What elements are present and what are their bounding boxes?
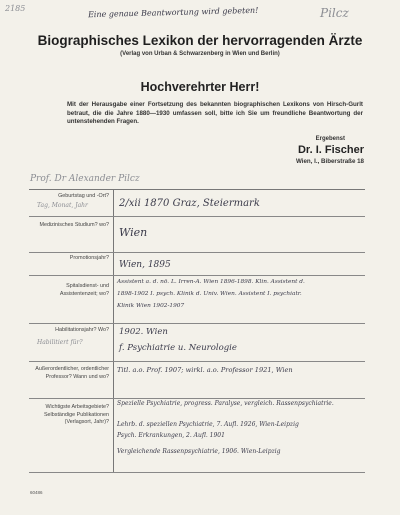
addressee-name: Prof. Dr Alexander Pilcz bbox=[30, 174, 140, 184]
table-row bbox=[29, 275, 365, 324]
questionnaire-table bbox=[29, 189, 365, 472]
pencil-note: Tag, Monat, Jahr bbox=[37, 202, 88, 209]
signature-prefix: Ergebenst bbox=[315, 136, 345, 142]
answer-text: f. Psychiatrie u. Neurologie bbox=[119, 343, 237, 353]
question-label: Außerordentlicher, ordentlicher Professor? Wann und wo? bbox=[35, 366, 109, 380]
answer-text: Assistent a. d. nö. L. Irren-A. Wien 1896-1898. Klin. Assistent d. bbox=[117, 279, 305, 285]
question-label: Habilitationsjahr? Wo? bbox=[55, 327, 109, 333]
table-row bbox=[29, 323, 365, 362]
question-label: Promotionsjahr? bbox=[69, 255, 109, 261]
answer-text: 1898-1902 I. psych. Klinik d. Univ. Wien. Assistent I. psychiatr. bbox=[117, 291, 302, 297]
answer-text: Psych. Erkrankungen, 2. Aufl. 1901 bbox=[117, 432, 225, 439]
table-row bbox=[29, 361, 365, 399]
table-row bbox=[29, 252, 365, 276]
publisher-line: (Verlag von Urban & Schwarzenberg in Wien und Berlin) bbox=[120, 51, 280, 57]
table-row bbox=[29, 190, 365, 217]
answer-text: Vergleichende Rassenpsychiatrie, 1906. Wien-Leipzig bbox=[117, 448, 281, 455]
intro-paragraph: Mit der Herausgabe einer Fortsetzung des bekannten biographischen Lexikons von Hirsch-Gurlt betraut, die die Jahre 1880—1930 umfassen soll, bitte ich Sie um freundliche Beantwortung der untenstehenden Fragen. bbox=[67, 101, 363, 126]
question-label: Geburtstag und -Ort? bbox=[58, 193, 109, 199]
answer-text: Klinik Wien 1902-1907 bbox=[117, 303, 185, 309]
document-title: Biographisches Lexikon der hervorragenden Ärzte bbox=[37, 33, 363, 48]
question-label: Medizinisches Studium? wo? bbox=[39, 222, 109, 228]
answer-text: Titl. a.o. Prof. 1907; wirkl. a.o. Professor 1921, Wien bbox=[117, 366, 293, 374]
corner-number: 2185 bbox=[5, 4, 26, 13]
table-row bbox=[29, 398, 365, 473]
top-handwritten-note: Eine genaue Beantwortung wird gebeten! bbox=[87, 5, 259, 20]
answer-text: 1902. Wien bbox=[119, 327, 168, 337]
question-label: Spitalsdienst- und Assistentenzeit; wo? bbox=[59, 283, 109, 297]
answer-text: Spezielle Psychiatrie, progress. Paralyse, vergleich. Rassenpsychiatrie. bbox=[117, 400, 334, 407]
answer-text: Wien bbox=[119, 226, 148, 239]
table-row bbox=[29, 216, 365, 253]
footer-code: 60486 bbox=[30, 490, 43, 495]
signature-address: Wien, I., Biberstraße 18 bbox=[295, 158, 364, 165]
signature-name: Dr. I. Fischer bbox=[297, 144, 364, 156]
answer-text: Wien, 1895 bbox=[119, 260, 171, 270]
greeting: Hochverehrter Herr! bbox=[140, 80, 260, 94]
top-right-name: Pilcz bbox=[320, 6, 349, 20]
answer-text: Lehrb. d. speziellen Psychiatrie, 7. Aufl. 1926, Wien-Leipzig bbox=[117, 421, 299, 428]
answer-text: 2/xii 1870 Graz, Steiermark bbox=[119, 198, 260, 209]
question-label: Wichtigste Arbeitsgebiete? Selbständige Publikationen (Verlagsort, Jahr)? bbox=[43, 404, 109, 425]
pencil-note: Habilitiert für? bbox=[37, 339, 83, 346]
